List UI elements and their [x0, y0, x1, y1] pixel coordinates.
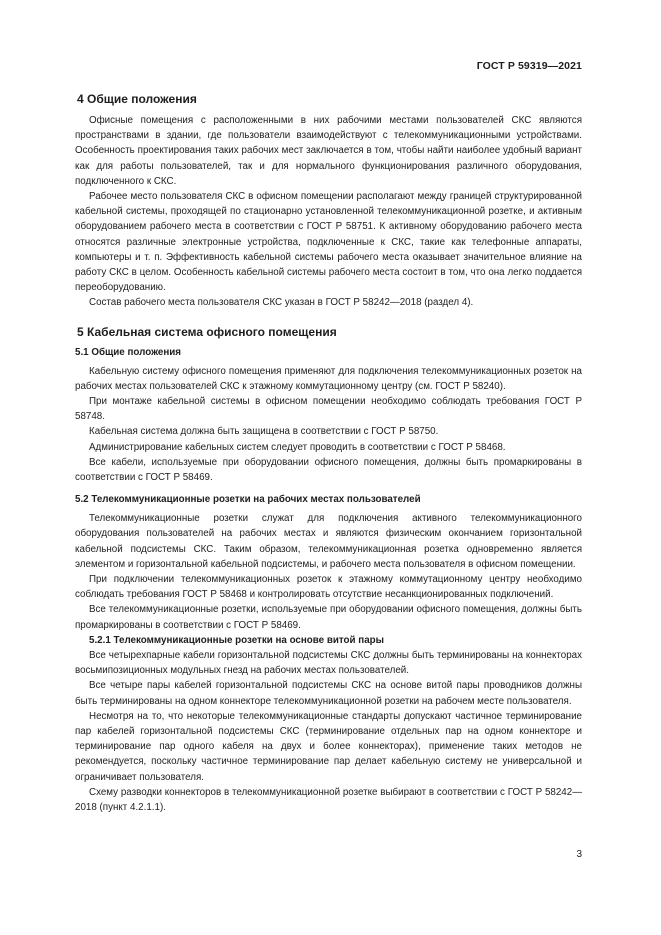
- section-5-1-paragraph-2: При монтаже кабельной системы в офисном помещении необходимо соблюдать требования ГОСТ Р 58748.: [75, 396, 582, 423]
- section-5-2-heading: 5.2 Телекоммуникационные розетки на рабочих местах пользователей: [75, 494, 421, 506]
- section-5-2-paragraph-2: При подключении телекоммуникационных розеток к этажному коммутационному центру необходимо соблюдать требования ГОСТ Р 58468 и контролировать отсутствие несанкционированных подключений.: [75, 574, 582, 601]
- section-5-2-1-paragraph-4: Схему разводки коннекторов в телекоммуникационной розетке выбирают в соответствии с ГОСТ Р 58242—2018 (пункт 4.2.1.1).: [75, 786, 582, 813]
- section-4-paragraph-2: Рабочее место пользователя СКС в офисном помещении располагают между границей структурированной кабельной системы, проходящей по стационарно установленной телекоммуникационной розетке, и активным оборудованием рабочего места в соответствии с ГОСТ Р 58751. К активному оборудованию рабочего места относятся различные электронные устройства, подключенные к СКС, такие как телефонные аппараты, компьютеры и т. п. Эффективность кабельной системы рабочего места оказывает значительное влияние на работу СКС в целом. Особенность кабельной системы рабочего места состоит в том, что она легко поддается переоборудованию.: [75, 191, 582, 294]
- section-5-2-1-paragraph-1: Все четырехпарные кабели горизонтальной подсистемы СКС должны быть терминированы на коннекторах восьмипозиционных модульных гнезд на рабочих местах пользователей.: [75, 649, 582, 677]
- section-5-2-1-paragraph-3: Несмотря на то, что некоторые телекоммуникационные стандарты допускают частичное терминирование пар кабелей горизонтальной подсистемы СКС (терминирование отдельных пар на одном коннекторе и терминирование пар одного кабеля на двух и более коннекторах), применение таких методов не рекомендуется, поскольку частичное терминирование пар делает кабельную систему не универсальной и ограничивает пользователя.: [75, 710, 582, 783]
- section-5-1-paragraph-3: Кабельная система должна быть защищена в соответствии с ГОСТ Р 58750.: [89, 426, 439, 438]
- section-5-2-1-paragraph-2: Все четыре пары кабелей горизонтальной подсистемы СКС на основе витой пары проводников должны быть терминированы на одном коннекторе телекоммуникационной розетки на рабочем месте пользователя.: [75, 680, 582, 707]
- section-5-2-1-heading: 5.2.1 Телекоммуникационные розетки на основе витой пары: [89, 634, 384, 646]
- section-5-1-paragraph-4: Администрирование кабельных систем следует проводить в соответствии с ГОСТ Р 58468.: [89, 441, 506, 453]
- section-5-2-paragraph-1: Телекоммуникационные розетки служат для подключения активного телекоммуникационного оборудования пользователей на рабочих местах и являются физическим окончанием горизонтальной кабельной подсистемы СКС. Таким образом, телекоммуникационная розетка одновременно является элементом и горизонтальной кабельной подсистемы, и рабочего места пользователя в офисном помещении.: [75, 513, 582, 570]
- section-5-1-heading: 5.1 Общие положения: [75, 346, 182, 358]
- document-body: [75, 90, 582, 815]
- section-5-heading: 5 Кабельная система офисного помещения: [77, 324, 337, 339]
- section-5-1-paragraph-1: Кабельную систему офисного помещения применяют для подключения телекоммуникационных розеток на рабочих местах пользователей СКС к этажному коммутационному центру (см. ГОСТ Р 58240).: [75, 365, 582, 392]
- document-code: ГОСТ Р 59319—2021: [476, 60, 582, 72]
- section-4-paragraph-1: Офисные помещения с расположенными в них рабочими местами пользователей СКС являются пространствами в здании, где пользователи взаимодействуют с телекоммуникационными устройствами. Особенность проектирования таких рабочих мест заключается в том, чтобы найти наиболее удобный вариант как для работы пользователей, так и для нормального функционирования различного оборудования, подключенного к СКС.: [75, 115, 582, 187]
- page-number: 3: [576, 849, 582, 860]
- section-5-1-paragraph-5: Все кабели, используемые при оборудовании офисного помещения, должны быть промаркированы в соответствии с ГОСТ Р 58469.: [75, 456, 582, 484]
- section-4-paragraph-3: Состав рабочего места пользователя СКС указан в ГОСТ Р 58242—2018 (раздел 4).: [89, 297, 474, 309]
- section-4-heading: 4 Общие положения: [77, 92, 197, 106]
- section-5-2-paragraph-3: Все телекоммуникационные розетки, используемые при оборудовании офисного помещения, должны быть промаркированы в соответствии с ГОСТ Р 58469.: [75, 604, 582, 631]
